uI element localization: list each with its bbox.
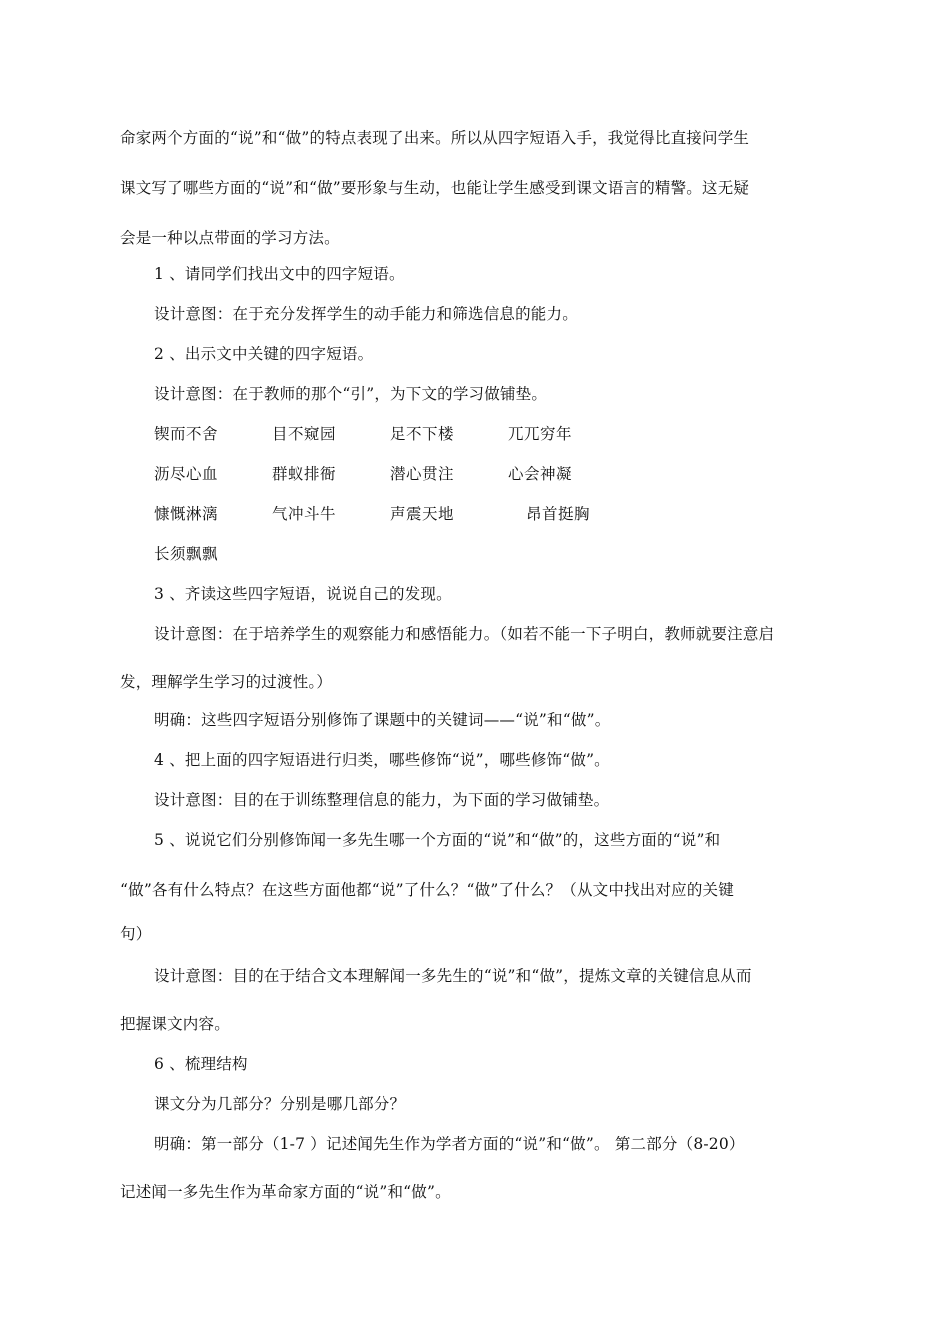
phrase: 慷慨淋漓 <box>154 505 219 523</box>
intent-3-cont: 发，理解学生学习的过渡性。） <box>120 673 333 691</box>
paragraph-line: 命家两个方面的“说”和“做”的特点表现了出来。所以从四字短语入手，我觉得比直接问学生 <box>120 129 750 147</box>
phrase: 目不窥园 <box>272 425 337 443</box>
step-5-cont: “做”各有什么特点？在这些方面他都“说”了什么？“做”了什么？（从文中找出对应的关键 <box>120 881 734 899</box>
phrase: 声震天地 <box>390 505 455 523</box>
phrase: 潜心贯注 <box>390 465 455 483</box>
question-6: 课文分为几部分？分别是哪几部分？ <box>154 1095 406 1113</box>
step-5-cont: 句） <box>120 925 152 943</box>
clarify-1: 明确：这些四字短语分别修饰了课题中的关键词——“说”和“做”。 <box>154 711 611 729</box>
step-4: 4 、把上面的四字短语进行归类，哪些修饰“说”，哪些修饰“做”。 <box>154 751 610 769</box>
phrase: 足不下楼 <box>390 425 455 443</box>
phrase: 群蚁排衙 <box>272 465 337 483</box>
intent-4: 设计意图：目的在于训练整理信息的能力，为下面的学习做铺垫。 <box>154 791 610 809</box>
paragraph-line: 课文写了哪些方面的“说”和“做”要形象与生动，也能让学生感受到课文语言的精警。这无疑 <box>120 179 750 197</box>
intent-2: 设计意图：在于教师的那个“引”，为下文的学习做铺垫。 <box>154 385 548 403</box>
intent-5-cont: 把握课文内容。 <box>120 1015 230 1033</box>
clarify-2: 明确：第一部分（1-7 ）记述闻先生作为学者方面的“说”和“做”。 第二部分（8-20） <box>154 1135 745 1153</box>
phrase: 心会神凝 <box>508 465 573 483</box>
step-6: 6 、梳理结构 <box>154 1055 248 1073</box>
step-3: 3 、齐读这些四字短语，说说自己的发现。 <box>154 585 452 603</box>
step-5: 5 、说说它们分别修饰闻一多先生哪一个方面的“说”和“做”的，这些方面的“说”和 <box>154 831 721 849</box>
phrase: 锲而不舍 <box>154 425 219 443</box>
clarify-2-cont: 记述闻一多先生作为革命家方面的“说”和“做”。 <box>120 1183 451 1201</box>
phrase: 长须飘飘 <box>154 545 219 563</box>
step-1: 1 、请同学们找出文中的四字短语。 <box>154 265 405 283</box>
phrase: 沥尽心血 <box>154 465 219 483</box>
intent-1: 设计意图：在于充分发挥学生的动手能力和筛选信息的能力。 <box>154 305 578 323</box>
phrase: 气冲斗牛 <box>272 505 337 523</box>
paragraph-line: 会是一种以点带面的学习方法。 <box>120 229 340 247</box>
phrase: 兀兀穷年 <box>508 425 573 443</box>
phrase: 昂首挺胸 <box>526 505 591 523</box>
intent-5: 设计意图：目的在于结合文本理解闻一多先生的“说”和“做”，提炼文章的关键信息从而 <box>154 967 752 985</box>
step-2: 2 、出示文中关键的四字短语。 <box>154 345 374 363</box>
intent-3: 设计意图：在于培养学生的观察能力和感悟能力。（如若不能一下子明白，教师就要注意启 <box>154 625 775 643</box>
